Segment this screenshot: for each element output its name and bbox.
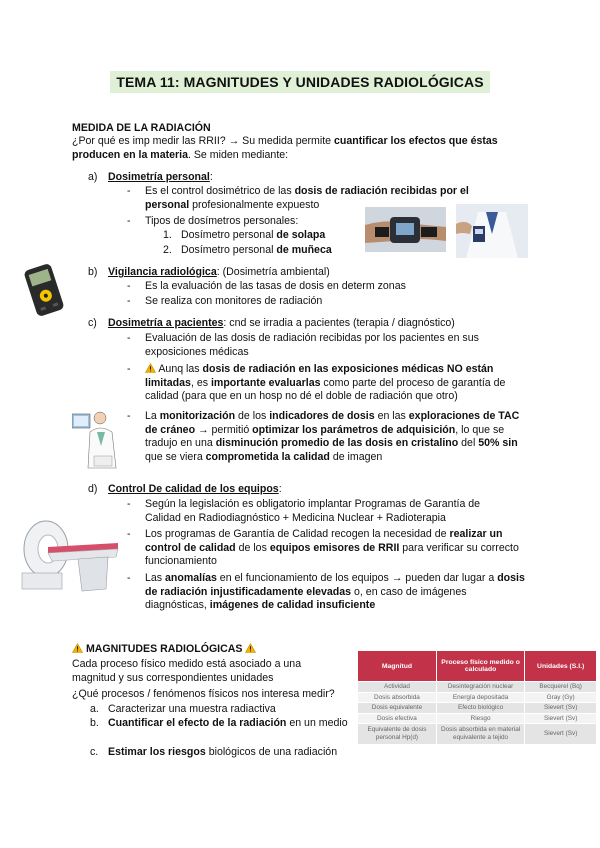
sec-b-bullet-1: Es la evaluación de las tasas de dosis en determ zonas xyxy=(145,280,406,292)
table-cell: Dosis absorbida en material equivalente a tejido xyxy=(436,724,524,745)
text: del xyxy=(458,437,479,450)
table-row xyxy=(358,682,597,693)
table-row xyxy=(358,703,597,714)
text: de los xyxy=(235,410,270,422)
sec-a-num-2 xyxy=(181,244,332,258)
sec-d-heading xyxy=(108,483,282,497)
table-cell: Sievert (Sv) xyxy=(525,724,597,745)
intro-text-end: . Se miden mediante: xyxy=(187,148,289,161)
mag-b-text xyxy=(108,717,353,731)
lapel-dosimeter-image xyxy=(456,204,528,258)
text: , lo que se tradujo en una xyxy=(145,423,505,450)
mag-a-label: a. xyxy=(90,703,99,715)
text: en el funcionamiento de los equipos → pueden dar lugar a xyxy=(216,572,498,584)
sec-a-label: a) xyxy=(88,171,98,183)
text: de imagen xyxy=(329,450,383,463)
sec-d-title: Control De calidad de los equipos xyxy=(108,483,279,495)
sec-b-bullet-2: Se realiza con monitores de radiación xyxy=(145,295,323,307)
sec-c-bullet-2 xyxy=(145,363,525,404)
bold-text: Estimar los riesgos xyxy=(108,746,206,758)
sec-b-heading xyxy=(108,266,330,280)
sec-c-bullet-3 xyxy=(145,410,527,464)
sec-c-bullet-1: Evaluación de las dosis de radiación recibidas por los pacientes en sus exposiciones médicas xyxy=(145,332,479,358)
text: como parte del proceso de garantía de calidad (para que en un hosp no dé el doble de radiación que otro) xyxy=(145,376,506,403)
sec-b-rest: : (Dosimetría ambiental) xyxy=(216,266,330,278)
sec-c-title: Dosimetría a pacientes xyxy=(108,317,224,329)
bold-text: dosis de radiación en las exposiciones médicas NO están limitadas xyxy=(145,363,494,389)
text: o, en caso de imágenes diagnósticas, xyxy=(145,585,467,612)
bold-text: equipos emisores de RRII xyxy=(269,541,400,554)
sec-b-label: b) xyxy=(88,266,98,278)
magnitudes-p1: Cada proceso físico medido está asociado a una magnitud y sus correspondientes unidades xyxy=(72,658,302,684)
text: que se viera xyxy=(145,450,206,463)
bold-text: Cuantificar el efecto de la radiación xyxy=(108,717,287,729)
mag-c-text xyxy=(108,746,337,760)
medida-intro xyxy=(72,135,527,162)
ct-scanner-illustration xyxy=(18,513,122,595)
dash-icon: - xyxy=(127,572,131,584)
table-cell: Sievert (Sv) xyxy=(525,703,597,714)
table-cell: Energía depositada xyxy=(436,692,524,703)
dash-icon: - xyxy=(127,410,131,422)
bold-text: 50% sin xyxy=(478,437,518,450)
table-cell: Dosis efectiva xyxy=(358,713,437,724)
bold-text: optimizar los parámetros de adquisición xyxy=(252,423,456,436)
bold-text: indicadores de dosis xyxy=(269,410,375,422)
sec-a-colon: : xyxy=(209,171,213,183)
text: en un medio xyxy=(286,717,348,729)
wrist-dosimeter-illustration xyxy=(365,207,446,252)
table-row xyxy=(358,713,597,724)
radiation-monitor-image xyxy=(22,262,67,318)
wrist-dosimeter-image xyxy=(365,207,446,252)
sec-a-heading xyxy=(108,171,213,185)
text: Los programas de Garantía de Calidad recogen la necesidad de xyxy=(145,528,450,540)
text: en las xyxy=(374,410,409,422)
text: → permitió xyxy=(195,423,253,436)
text: Dosímetro personal xyxy=(181,244,277,256)
table-row xyxy=(358,692,597,703)
sec-a-num-1 xyxy=(181,229,325,243)
sec-b-title: Vigilancia radiológica xyxy=(108,266,217,278)
text: biológicos de una radiación xyxy=(205,746,338,758)
sec-c-label: c) xyxy=(88,317,97,329)
text: La xyxy=(145,410,160,422)
table-cell: Riesgo xyxy=(436,713,524,724)
bold-text: imágenes de calidad insuficiente xyxy=(209,599,376,612)
dash-icon: - xyxy=(127,280,131,292)
warning-icon xyxy=(72,643,83,653)
intro-text: ¿Por qué es imp medir las RRII? → Su medida permite xyxy=(72,135,334,147)
text: de los xyxy=(235,541,270,554)
dash-icon: - xyxy=(127,363,131,375)
table-cell: Sievert (Sv) xyxy=(525,713,597,724)
magnitudes-title: MAGNITUDES RADIOLÓGICAS xyxy=(83,643,246,655)
bold-text: de muñeca xyxy=(276,244,332,256)
text: profesionalmente expuesto xyxy=(189,198,320,211)
dash-icon: - xyxy=(127,215,131,227)
bold-text: dosis de radiación recibidas por el personal xyxy=(145,185,469,211)
dash-icon: - xyxy=(127,498,131,510)
doctor-monitor-illustration xyxy=(72,406,118,472)
page-title: TEMA 11: MAGNITUDES Y UNIDADES RADIOLÓGICAS xyxy=(110,71,490,93)
text: , es xyxy=(190,376,211,389)
warning-icon xyxy=(145,363,156,373)
mag-c-label: c. xyxy=(90,746,99,758)
bold-text: comprometida la calidad xyxy=(205,450,330,463)
sec-d-bullet-3 xyxy=(145,572,525,613)
sec-c-heading xyxy=(108,317,455,331)
text: Dosímetro personal xyxy=(181,229,277,241)
table-cell: Desintegración nuclear xyxy=(436,682,524,693)
dash-icon: - xyxy=(127,185,131,197)
sec-d-label: d) xyxy=(88,483,98,495)
table-header-row xyxy=(358,651,597,682)
text: Las xyxy=(145,572,166,584)
bold-text: exploraciones de TAC de cráneo xyxy=(145,410,520,436)
table-cell: Actividad xyxy=(358,682,437,693)
mag-b-label: b. xyxy=(90,717,99,729)
bold-text: realizar un control de calidad xyxy=(145,528,503,554)
bold-text: anomalías xyxy=(165,572,217,584)
bold-text: monitorización xyxy=(159,410,236,422)
section-heading-medida: MEDIDA DE LA RADIACIÓN xyxy=(72,122,211,134)
sec-d-bullet-1: Según la legislación es obligatorio implantar Programas de Garantía de Calidad en Radiodiagnóstico + Medicina Nuclear + Radioterapia xyxy=(145,498,481,524)
table-cell: Gray (Gy) xyxy=(525,692,597,703)
lapel-dosimeter-illustration xyxy=(456,204,528,258)
table-header-cell: Proceso físico medido o calculado xyxy=(436,651,524,682)
dash-icon: - xyxy=(127,295,131,307)
table-cell: Efecto biológico xyxy=(436,703,524,714)
magnitudes-heading xyxy=(72,643,256,657)
bold-text: importante evaluarlas xyxy=(210,376,321,389)
warning-icon xyxy=(245,643,256,653)
sec-a-bullet-2: Tipos de dosímetros personales: xyxy=(145,215,299,227)
table-cell: Becquerel (Bq) xyxy=(525,682,597,693)
text: Aunq las xyxy=(156,363,203,375)
text: Es el control dosimétrico de las xyxy=(145,185,295,197)
dash-icon: - xyxy=(127,528,131,540)
table-cell: Dosis equivalente xyxy=(358,703,437,714)
radiation-monitor-illustration xyxy=(22,262,67,318)
doctor-monitor-image xyxy=(72,406,118,472)
sec-c-rest: : cnd se irradia a pacientes (terapia / diagnóstico) xyxy=(223,317,455,329)
magnitudes-table xyxy=(357,650,597,745)
sec-a-title: Dosimetría personal xyxy=(108,171,210,183)
table-header-cell: Unidades (S.I.) xyxy=(525,651,597,682)
table-cell: Dosis absorbida xyxy=(358,692,437,703)
table-header-cell: Magnitud xyxy=(358,651,437,682)
sec-d-colon: : xyxy=(278,483,282,495)
sec-a-num-2-label: 2. xyxy=(163,244,172,256)
mag-a-text: Caracterizar una muestra radiactiva xyxy=(108,703,276,715)
dash-icon: - xyxy=(127,332,131,344)
bold-text: de solapa xyxy=(276,229,326,241)
bold-text: dosis de radiación injustificadamente elevadas xyxy=(145,572,525,598)
sec-a-num-1-label: 1. xyxy=(163,229,172,241)
table-row xyxy=(358,724,597,745)
sec-d-bullet-2 xyxy=(145,528,525,569)
bold-text: disminución promedio de las dosis en cristalino xyxy=(215,437,459,450)
text: para verificar su correcto funcionamiento xyxy=(145,541,519,568)
table-cell: Equivalente de dosis personal Hp(d) xyxy=(358,724,437,745)
ct-scanner-image xyxy=(18,513,122,595)
intro-bold: cuantificar los efectos que éstas producen en la materia xyxy=(72,135,498,161)
magnitudes-p2: ¿Qué procesos / fenómenos físicos nos interesa medir? xyxy=(72,688,335,700)
